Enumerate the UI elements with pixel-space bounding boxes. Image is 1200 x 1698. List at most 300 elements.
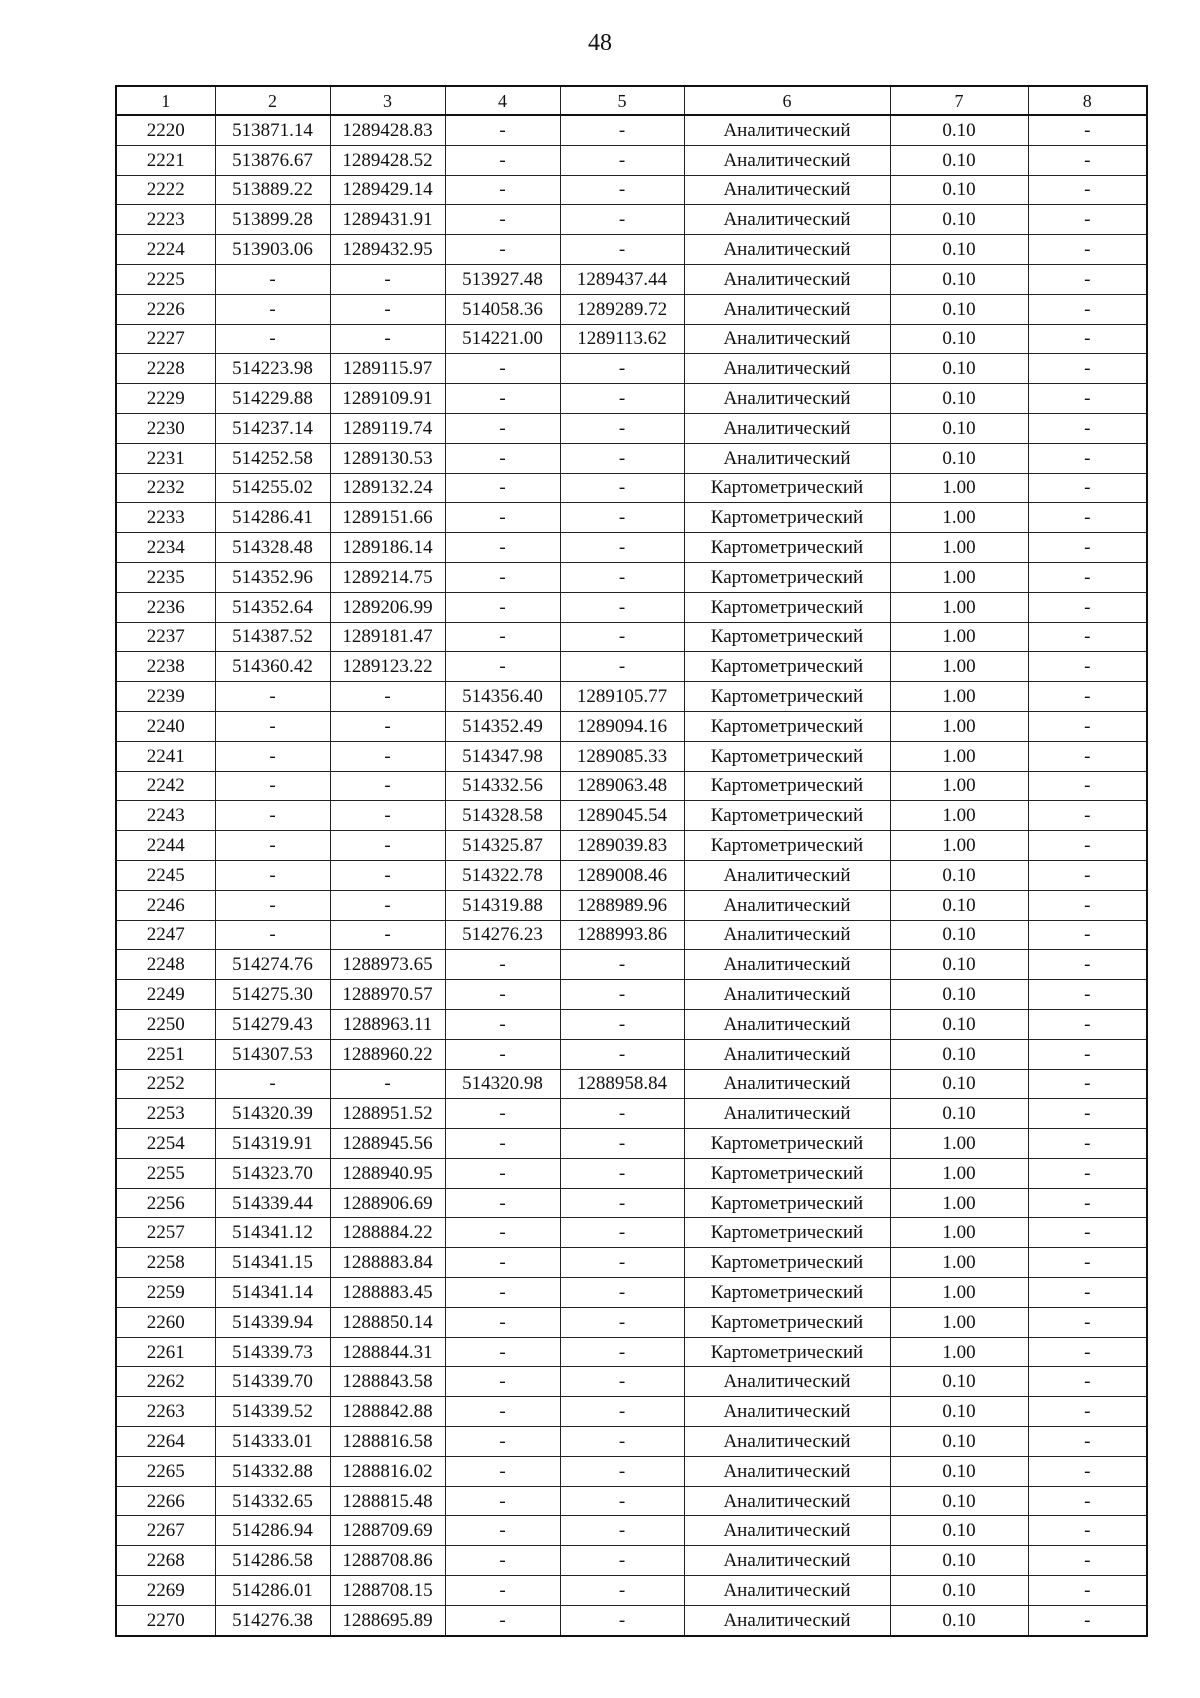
table-cell-col-8: -	[1028, 801, 1147, 831]
table-cell-col-6: Аналитический	[684, 950, 890, 980]
table-cell-col-2: -	[215, 920, 330, 950]
table-cell-col-3: 1289429.14	[330, 175, 445, 205]
table-cell-col-1: 2270	[116, 1605, 215, 1635]
table-cell-col-1: 2248	[116, 950, 215, 980]
table-row	[116, 294, 1147, 324]
table-cell-col-1: 2245	[116, 860, 215, 890]
table-cell-col-6: Аналитический	[684, 235, 890, 265]
table-cell-col-1: 2244	[116, 831, 215, 861]
table-cell-col-4: -	[445, 1546, 560, 1576]
table-cell-col-7: 0.10	[890, 860, 1028, 890]
table-cell-col-7: 0.10	[890, 413, 1028, 443]
table-cell-col-3: -	[330, 264, 445, 294]
table-cell-col-2: 514229.88	[215, 384, 330, 414]
table-cell-col-3: 1288973.65	[330, 950, 445, 980]
header-row	[116, 86, 1147, 115]
table-cell-col-3: 1288816.02	[330, 1456, 445, 1486]
table-cell-col-2: 513903.06	[215, 235, 330, 265]
table-cell-col-2: -	[215, 682, 330, 712]
table-row	[116, 711, 1147, 741]
table-row	[116, 622, 1147, 652]
table-cell-col-5: -	[560, 1427, 684, 1457]
table-cell-col-5: -	[560, 980, 684, 1010]
table-cell-col-3: 1288708.86	[330, 1546, 445, 1576]
table-cell-col-1: 2268	[116, 1546, 215, 1576]
table-cell-col-6: Аналитический	[684, 1009, 890, 1039]
table-cell-col-2: 514352.96	[215, 562, 330, 592]
table-cell-col-2: 514276.38	[215, 1605, 330, 1635]
table-row	[116, 890, 1147, 920]
table-cell-col-2: 513876.67	[215, 145, 330, 175]
table-cell-col-6: Картометрический	[684, 1129, 890, 1159]
table-cell-col-8: -	[1028, 890, 1147, 920]
table-cell-col-6: Аналитический	[684, 384, 890, 414]
table-row	[116, 592, 1147, 622]
table-row	[116, 473, 1147, 503]
table-cell-col-2: 514387.52	[215, 622, 330, 652]
table-cell-col-1: 2231	[116, 443, 215, 473]
table-cell-col-6: Аналитический	[684, 1367, 890, 1397]
table-cell-col-6: Картометрический	[684, 741, 890, 771]
table-cell-col-8: -	[1028, 1307, 1147, 1337]
table-row	[116, 1486, 1147, 1516]
table-cell-col-5: -	[560, 354, 684, 384]
table-cell-col-1: 2253	[116, 1099, 215, 1129]
table-cell-col-8: -	[1028, 711, 1147, 741]
table-row	[116, 1218, 1147, 1248]
table-cell-col-3: 1288883.84	[330, 1248, 445, 1278]
table-cell-col-2: 514339.73	[215, 1337, 330, 1367]
table-cell-col-4: 514058.36	[445, 294, 560, 324]
table-cell-col-2: 514341.14	[215, 1278, 330, 1308]
table-cell-col-4: 514347.98	[445, 741, 560, 771]
table-cell-col-6: Аналитический	[684, 205, 890, 235]
table-cell-col-6: Картометрический	[684, 592, 890, 622]
table-row	[116, 860, 1147, 890]
table-row	[116, 1248, 1147, 1278]
table-cell-col-8: -	[1028, 235, 1147, 265]
table-cell-col-8: -	[1028, 1188, 1147, 1218]
table-cell-col-2: 514275.30	[215, 980, 330, 1010]
table-cell-col-6: Картометрический	[684, 771, 890, 801]
table-cell-col-7: 0.10	[890, 920, 1028, 950]
table-row	[116, 354, 1147, 384]
table-cell-col-8: -	[1028, 1456, 1147, 1486]
table-cell-col-7: 0.10	[890, 294, 1028, 324]
table-cell-col-3: 1288960.22	[330, 1039, 445, 1069]
table-cell-col-8: -	[1028, 920, 1147, 950]
table-cell-col-5: -	[560, 1218, 684, 1248]
table-cell-col-3: -	[330, 294, 445, 324]
table-cell-col-3: -	[330, 1069, 445, 1099]
table-cell-col-3: 1288883.45	[330, 1278, 445, 1308]
table-row	[116, 1516, 1147, 1546]
table-cell-col-7: 1.00	[890, 711, 1028, 741]
table-cell-col-2: 514286.58	[215, 1546, 330, 1576]
table-cell-col-5: 1289105.77	[560, 682, 684, 712]
table-cell-col-5: 1289113.62	[560, 324, 684, 354]
table-cell-col-3: 1289181.47	[330, 622, 445, 652]
table-cell-col-8: -	[1028, 413, 1147, 443]
table-cell-col-5: -	[560, 622, 684, 652]
table-cell-col-4: -	[445, 503, 560, 533]
table-cell-col-3: 1289428.52	[330, 145, 445, 175]
table-cell-col-3: 1288843.58	[330, 1367, 445, 1397]
table-cell-col-8: -	[1028, 682, 1147, 712]
table-row	[116, 145, 1147, 175]
table-cell-col-5: -	[560, 1248, 684, 1278]
table-cell-col-1: 2239	[116, 682, 215, 712]
table-cell-col-2: -	[215, 741, 330, 771]
column-header-3: 3	[330, 86, 445, 115]
table-cell-col-8: -	[1028, 1397, 1147, 1427]
table-cell-col-7: 0.10	[890, 354, 1028, 384]
table-row	[116, 324, 1147, 354]
table-cell-col-8: -	[1028, 115, 1147, 145]
table-cell-col-8: -	[1028, 324, 1147, 354]
table-cell-col-5: -	[560, 1278, 684, 1308]
table-cell-col-1: 2242	[116, 771, 215, 801]
table-cell-col-8: -	[1028, 443, 1147, 473]
table-cell-col-3: -	[330, 801, 445, 831]
table-cell-col-4: -	[445, 1188, 560, 1218]
table-cell-col-6: Аналитический	[684, 1516, 890, 1546]
table-cell-col-7: 1.00	[890, 741, 1028, 771]
table-cell-col-8: -	[1028, 652, 1147, 682]
table-cell-col-2: 514223.98	[215, 354, 330, 384]
table-cell-col-6: Картометрический	[684, 473, 890, 503]
table-cell-col-1: 2261	[116, 1337, 215, 1367]
table-cell-col-3: 1289115.97	[330, 354, 445, 384]
table-cell-col-6: Картометрический	[684, 1188, 890, 1218]
table-cell-col-1: 2223	[116, 205, 215, 235]
table-row	[116, 771, 1147, 801]
table-cell-col-5: -	[560, 1486, 684, 1516]
table-cell-col-6: Аналитический	[684, 413, 890, 443]
table-row	[116, 1099, 1147, 1129]
table-cell-col-4: -	[445, 1367, 560, 1397]
table-cell-col-7: 1.00	[890, 1278, 1028, 1308]
table-cell-col-3: 1288906.69	[330, 1188, 445, 1218]
table-cell-col-4: -	[445, 413, 560, 443]
table-cell-col-6: Аналитический	[684, 1605, 890, 1635]
table-cell-col-6: Картометрический	[684, 831, 890, 861]
table-cell-col-5: -	[560, 533, 684, 563]
table-cell-col-5: -	[560, 1188, 684, 1218]
table-cell-col-6: Картометрический	[684, 1158, 890, 1188]
table-row	[116, 1278, 1147, 1308]
table-cell-col-8: -	[1028, 741, 1147, 771]
table-cell-col-7: 0.10	[890, 205, 1028, 235]
table-row	[116, 1158, 1147, 1188]
table-cell-col-4: -	[445, 562, 560, 592]
table-row	[116, 205, 1147, 235]
table-cell-col-3: -	[330, 890, 445, 920]
table-cell-col-6: Картометрический	[684, 622, 890, 652]
column-header-7: 7	[890, 86, 1028, 115]
table-cell-col-4: -	[445, 652, 560, 682]
table-cell-col-2: 513889.22	[215, 175, 330, 205]
table-cell-col-7: 1.00	[890, 503, 1028, 533]
table-cell-col-7: 0.10	[890, 1456, 1028, 1486]
table-cell-col-1: 2269	[116, 1576, 215, 1606]
table-cell-col-3: 1289151.66	[330, 503, 445, 533]
table-cell-col-8: -	[1028, 1576, 1147, 1606]
table-cell-col-3: 1288816.58	[330, 1427, 445, 1457]
page-number: 48	[588, 30, 612, 56]
table-cell-col-3: 1289132.24	[330, 473, 445, 503]
table-cell-col-7: 0.10	[890, 235, 1028, 265]
table-cell-col-4: -	[445, 622, 560, 652]
table-row	[116, 503, 1147, 533]
table-cell-col-3: 1289432.95	[330, 235, 445, 265]
table-cell-col-8: -	[1028, 294, 1147, 324]
table-cell-col-1: 2247	[116, 920, 215, 950]
table-cell-col-1: 2250	[116, 1009, 215, 1039]
table-cell-col-1: 2263	[116, 1397, 215, 1427]
table-cell-col-8: -	[1028, 1546, 1147, 1576]
table-cell-col-3: 1289130.53	[330, 443, 445, 473]
table-cell-col-4: 514320.98	[445, 1069, 560, 1099]
table-cell-col-6: Аналитический	[684, 1069, 890, 1099]
table-cell-col-3: 1289428.83	[330, 115, 445, 145]
table-cell-col-1: 2251	[116, 1039, 215, 1069]
table-cell-col-6: Аналитический	[684, 890, 890, 920]
table-cell-col-5: -	[560, 950, 684, 980]
table-cell-col-5: -	[560, 473, 684, 503]
table-cell-col-2: 514328.48	[215, 533, 330, 563]
table-cell-col-8: -	[1028, 533, 1147, 563]
table-cell-col-5: -	[560, 652, 684, 682]
table-cell-col-3: -	[330, 920, 445, 950]
table-cell-col-4: -	[445, 1099, 560, 1129]
table-cell-col-6: Аналитический	[684, 1486, 890, 1516]
table-cell-col-5: -	[560, 1039, 684, 1069]
table-row	[116, 831, 1147, 861]
table-cell-col-4: 514319.88	[445, 890, 560, 920]
table-cell-col-5: 1289437.44	[560, 264, 684, 294]
table-cell-col-3: 1288951.52	[330, 1099, 445, 1129]
table-cell-col-1: 2264	[116, 1427, 215, 1457]
table-cell-col-1: 2235	[116, 562, 215, 592]
table-cell-col-7: 0.10	[890, 175, 1028, 205]
table-cell-col-3: 1289206.99	[330, 592, 445, 622]
table-cell-col-1: 2220	[116, 115, 215, 145]
table-cell-col-3: 1288945.56	[330, 1129, 445, 1159]
table-row	[116, 443, 1147, 473]
table-cell-col-5: 1288993.86	[560, 920, 684, 950]
table-cell-col-7: 0.10	[890, 890, 1028, 920]
table-cell-col-8: -	[1028, 592, 1147, 622]
table-cell-col-2: 514332.88	[215, 1456, 330, 1486]
table-cell-col-8: -	[1028, 205, 1147, 235]
table-cell-col-6: Аналитический	[684, 1039, 890, 1069]
table-cell-col-5: -	[560, 1009, 684, 1039]
table-cell-col-4: -	[445, 1516, 560, 1546]
table-row	[116, 741, 1147, 771]
table-row	[116, 115, 1147, 145]
table-cell-col-1: 2266	[116, 1486, 215, 1516]
table-cell-col-4: -	[445, 950, 560, 980]
table-cell-col-5: -	[560, 1456, 684, 1486]
table-cell-col-6: Аналитический	[684, 1576, 890, 1606]
table-cell-col-1: 2229	[116, 384, 215, 414]
table-cell-col-1: 2254	[116, 1129, 215, 1159]
table-cell-col-2: 514286.94	[215, 1516, 330, 1546]
table-cell-col-5: -	[560, 1129, 684, 1159]
table-cell-col-7: 1.00	[890, 592, 1028, 622]
table-cell-col-8: -	[1028, 562, 1147, 592]
table-cell-col-4: -	[445, 1307, 560, 1337]
table-cell-col-7: 0.10	[890, 1099, 1028, 1129]
table-cell-col-6: Картометрический	[684, 652, 890, 682]
column-header-5: 5	[560, 86, 684, 115]
table-cell-col-1: 2237	[116, 622, 215, 652]
table-row	[116, 1576, 1147, 1606]
table-cell-col-4: 514328.58	[445, 801, 560, 831]
table-cell-col-1: 2246	[116, 890, 215, 920]
table-cell-col-3: 1288815.48	[330, 1486, 445, 1516]
table-cell-col-8: -	[1028, 1605, 1147, 1635]
table-cell-col-7: 0.10	[890, 1486, 1028, 1516]
table-cell-col-4: -	[445, 592, 560, 622]
table-cell-col-1: 2262	[116, 1367, 215, 1397]
table-cell-col-1: 2234	[116, 533, 215, 563]
table-cell-col-4: 514276.23	[445, 920, 560, 950]
table-cell-col-3: 1289186.14	[330, 533, 445, 563]
table-cell-col-4: -	[445, 1248, 560, 1278]
table-cell-col-7: 1.00	[890, 831, 1028, 861]
table-cell-col-3: 1288842.88	[330, 1397, 445, 1427]
table-cell-col-7: 0.10	[890, 1427, 1028, 1457]
table-cell-col-2: 514352.64	[215, 592, 330, 622]
table-cell-col-5: 1289289.72	[560, 294, 684, 324]
table-cell-col-2: -	[215, 264, 330, 294]
table-cell-col-7: 0.10	[890, 324, 1028, 354]
table-cell-col-2: 514286.01	[215, 1576, 330, 1606]
table-cell-col-8: -	[1028, 145, 1147, 175]
table-cell-col-6: Аналитический	[684, 324, 890, 354]
table-cell-col-4: 514221.00	[445, 324, 560, 354]
table-cell-col-5: -	[560, 175, 684, 205]
table-cell-col-5: -	[560, 413, 684, 443]
table-cell-col-3: -	[330, 711, 445, 741]
table-row	[116, 1307, 1147, 1337]
table-cell-col-7: 0.10	[890, 950, 1028, 980]
table-cell-col-7: 1.00	[890, 1248, 1028, 1278]
table-cell-col-2: 514333.01	[215, 1427, 330, 1457]
table-cell-col-1: 2249	[116, 980, 215, 1010]
table-cell-col-8: -	[1028, 980, 1147, 1010]
table-cell-col-4: -	[445, 1427, 560, 1457]
table-cell-col-4: -	[445, 533, 560, 563]
column-header-4: 4	[445, 86, 560, 115]
table-cell-col-2: -	[215, 1069, 330, 1099]
table-cell-col-8: -	[1028, 771, 1147, 801]
table-cell-col-4: -	[445, 1039, 560, 1069]
table-cell-col-1: 2238	[116, 652, 215, 682]
table-cell-col-6: Аналитический	[684, 860, 890, 890]
table-cell-col-8: -	[1028, 1158, 1147, 1188]
table-cell-col-4: 514322.78	[445, 860, 560, 890]
table-cell-col-8: -	[1028, 950, 1147, 980]
table-cell-col-6: Аналитический	[684, 920, 890, 950]
table-cell-col-6: Картометрический	[684, 533, 890, 563]
table-cell-col-4: -	[445, 354, 560, 384]
table-row	[116, 533, 1147, 563]
table-cell-col-7: 0.10	[890, 1546, 1028, 1576]
table-cell-col-8: -	[1028, 1009, 1147, 1039]
table-cell-col-2: -	[215, 294, 330, 324]
table-cell-col-3: 1288708.15	[330, 1576, 445, 1606]
table-cell-col-2: 514320.39	[215, 1099, 330, 1129]
table-cell-col-5: -	[560, 235, 684, 265]
table-cell-col-7: 1.00	[890, 1218, 1028, 1248]
table-cell-col-7: 1.00	[890, 682, 1028, 712]
table-cell-col-4: -	[445, 115, 560, 145]
table-cell-col-7: 0.10	[890, 264, 1028, 294]
table-cell-col-5: -	[560, 1546, 684, 1576]
table-cell-col-7: 1.00	[890, 622, 1028, 652]
table-cell-col-8: -	[1028, 1248, 1147, 1278]
table-row	[116, 1456, 1147, 1486]
table-cell-col-8: -	[1028, 1039, 1147, 1069]
table-cell-col-7: 1.00	[890, 1307, 1028, 1337]
table-cell-col-2: 514323.70	[215, 1158, 330, 1188]
table-cell-col-2: 514237.14	[215, 413, 330, 443]
table-cell-col-7: 1.00	[890, 801, 1028, 831]
table-cell-col-1: 2256	[116, 1188, 215, 1218]
table-cell-col-7: 1.00	[890, 533, 1028, 563]
table-cell-col-4: 514352.49	[445, 711, 560, 741]
table-row	[116, 1367, 1147, 1397]
table-cell-col-5: -	[560, 1367, 684, 1397]
table-cell-col-8: -	[1028, 1069, 1147, 1099]
table-cell-col-4: -	[445, 1486, 560, 1516]
table-cell-col-2: 513871.14	[215, 115, 330, 145]
table-cell-col-4: -	[445, 235, 560, 265]
table-cell-col-5: -	[560, 562, 684, 592]
table-cell-col-7: 0.10	[890, 1516, 1028, 1546]
table-cell-col-8: -	[1028, 1218, 1147, 1248]
table-cell-col-2: 514339.52	[215, 1397, 330, 1427]
table-cell-col-4: -	[445, 1605, 560, 1635]
table-cell-col-6: Аналитический	[684, 443, 890, 473]
table-cell-col-5: -	[560, 384, 684, 414]
table-cell-col-1: 2257	[116, 1218, 215, 1248]
table-cell-col-8: -	[1028, 473, 1147, 503]
table-cell-col-3: 1288695.89	[330, 1605, 445, 1635]
table-cell-col-6: Картометрический	[684, 682, 890, 712]
table-cell-col-1: 2222	[116, 175, 215, 205]
table-cell-col-2: 514341.12	[215, 1218, 330, 1248]
table-cell-col-4: -	[445, 1456, 560, 1486]
table-cell-col-7: 0.10	[890, 443, 1028, 473]
table-cell-col-7: 0.10	[890, 980, 1028, 1010]
table-cell-col-5: 1288958.84	[560, 1069, 684, 1099]
table-cell-col-3: 1289431.91	[330, 205, 445, 235]
table-cell-col-8: -	[1028, 1367, 1147, 1397]
table-row	[116, 950, 1147, 980]
table-cell-col-6: Картометрический	[684, 562, 890, 592]
table-row	[116, 1546, 1147, 1576]
table-cell-col-5: -	[560, 115, 684, 145]
table-cell-col-5: 1289008.46	[560, 860, 684, 890]
table-row	[116, 920, 1147, 950]
table-cell-col-1: 2225	[116, 264, 215, 294]
table-cell-col-1: 2227	[116, 324, 215, 354]
table-cell-col-2: -	[215, 860, 330, 890]
